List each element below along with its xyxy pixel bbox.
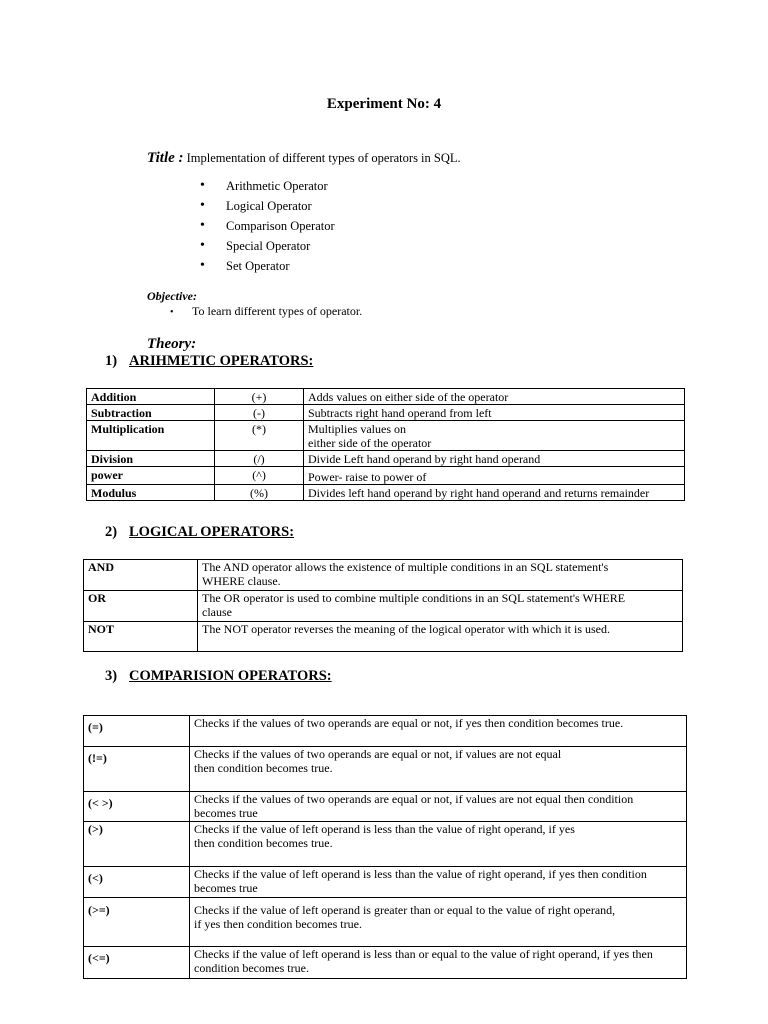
list-item: • Arithmetic Operator xyxy=(200,176,335,196)
operator-description: Adds values on either side of the operator xyxy=(304,389,685,405)
table-row xyxy=(87,405,685,421)
operator-description xyxy=(190,947,687,979)
operator-name: Subtraction xyxy=(87,405,215,421)
table-row xyxy=(87,451,685,467)
description-line: Checks if the value of left operand is greater than or equal to the value of right operand, xyxy=(194,903,616,917)
operator-description: Power- raise to power of xyxy=(304,467,685,485)
table-row xyxy=(84,792,687,822)
operator-name: Addition xyxy=(87,389,215,405)
logical-operators-table xyxy=(83,559,683,652)
operator-symbol: (*) xyxy=(215,421,304,451)
description-line: Checks if the values of two operands are equal or not, if values are not equal then condition xyxy=(194,792,634,806)
experiment-heading: Experiment No: 4 xyxy=(326,96,442,112)
operator-name: OR xyxy=(84,591,198,622)
operator-type-list xyxy=(200,176,335,276)
section-heading-arithmetic xyxy=(105,353,313,370)
operator-description: Divide Left hand operand by right hand operand xyxy=(304,451,685,467)
theory-heading: Theory: xyxy=(147,336,197,352)
list-item: • Comparison Operator xyxy=(200,216,335,236)
operator-symbol: (%) xyxy=(215,485,304,501)
operator-symbol: (-) xyxy=(215,405,304,421)
description-line: clause xyxy=(202,605,232,619)
section-label: ARIHMETIC OPERATORS: xyxy=(129,353,314,369)
section-heading-logical xyxy=(105,524,294,541)
operator-symbol: (^) xyxy=(215,467,304,485)
section-number: 3) xyxy=(105,668,118,684)
section-heading-comparison xyxy=(105,668,332,685)
operator-name: Division xyxy=(87,451,215,467)
table-row xyxy=(84,716,687,747)
description-line: Checks if the values of two operands are equal or not, if values are not equal xyxy=(194,747,562,761)
title-label: Title : xyxy=(147,150,184,166)
description-line: then condition becomes true. xyxy=(194,836,333,850)
operator-description xyxy=(190,747,687,792)
operator-description xyxy=(190,867,687,898)
list-item: • Special Operator xyxy=(200,236,335,256)
arithmetic-operators-table xyxy=(86,388,685,501)
description-line: condition becomes true. xyxy=(194,961,309,975)
description-line: then condition becomes true. xyxy=(194,761,333,775)
operator-name: Multiplication xyxy=(87,421,215,451)
description-line: The OR operator is used to combine multiple conditions in an SQL statement's WHERE xyxy=(202,591,626,605)
table-row xyxy=(87,485,685,501)
operator-symbol: (<) xyxy=(84,867,190,898)
operator-symbol: (/) xyxy=(215,451,304,467)
description-line: Checks if the value of left operand is less than the value of right operand, if yes then condition xyxy=(194,867,647,881)
table-row xyxy=(84,867,687,898)
operator-symbol: (< >) xyxy=(84,792,190,822)
operator-description xyxy=(190,898,687,947)
table-row xyxy=(84,898,687,947)
description-line: Checks if the value of left operand is less than or equal to the value of right operand, if yes then xyxy=(194,947,653,961)
description-line: either side of the operator xyxy=(308,436,432,450)
description-line: Checks if the value of left operand is less than the value of right operand, if yes xyxy=(194,822,575,836)
objective-bullet: • xyxy=(170,307,174,318)
table-row xyxy=(87,421,685,451)
table-row xyxy=(87,467,685,485)
table-row xyxy=(84,822,687,867)
operator-name: Modulus xyxy=(87,485,215,501)
operator-description: Subtracts right hand operand from left xyxy=(304,405,685,421)
description-line: Multiplies values on xyxy=(308,422,406,436)
operator-description: Checks if the values of two operands are equal or not, if yes then condition becomes true. xyxy=(190,716,687,747)
operator-name: NOT xyxy=(84,622,198,652)
section-number: 2) xyxy=(105,524,118,540)
operator-description xyxy=(190,792,687,822)
operator-name: power xyxy=(87,467,215,485)
description-line: The AND operator allows the existence of multiple conditions in an SQL statement's xyxy=(202,560,609,574)
objective-item xyxy=(170,304,362,319)
operator-symbol: (>=) xyxy=(84,898,190,947)
operator-description: The NOT operator reverses the meaning of the logical operator with which it is used. xyxy=(198,622,683,652)
operator-symbol: (>) xyxy=(84,822,190,867)
description-line: if yes then condition becomes true. xyxy=(194,917,362,931)
description-line: becomes true xyxy=(194,881,258,895)
operator-name: AND xyxy=(84,560,198,591)
description-line: becomes true xyxy=(194,806,258,820)
operator-description xyxy=(304,421,685,451)
operator-symbol: (+) xyxy=(215,389,304,405)
section-number: 1) xyxy=(105,353,118,369)
list-item: • Set Operator xyxy=(200,256,335,276)
table-row xyxy=(84,947,687,979)
operator-symbol: (!=) xyxy=(84,747,190,792)
table-row xyxy=(84,591,683,622)
comparison-operators-table xyxy=(83,715,687,979)
table-row xyxy=(84,747,687,792)
operator-symbol: (=) xyxy=(84,716,190,747)
objective-text: To learn different types of operator. xyxy=(192,304,363,318)
description-line: WHERE clause. xyxy=(202,574,281,588)
table-row xyxy=(87,389,685,405)
table-row xyxy=(84,622,683,652)
operator-description: Divides left hand operand by right hand operand and returns remainder xyxy=(304,485,685,501)
operator-description xyxy=(198,560,683,591)
section-label: LOGICAL OPERATORS: xyxy=(129,524,295,540)
table-row xyxy=(84,560,683,591)
operator-symbol: (<=) xyxy=(84,947,190,979)
list-item: • Logical Operator xyxy=(200,196,335,216)
title-line xyxy=(147,150,461,167)
operator-description xyxy=(190,822,687,867)
operator-description xyxy=(198,591,683,622)
title-text: Implementation of different types of operators in SQL. xyxy=(183,151,461,165)
section-label: COMPARISION OPERATORS: xyxy=(129,668,332,684)
objective-heading: Objective: xyxy=(147,289,197,303)
